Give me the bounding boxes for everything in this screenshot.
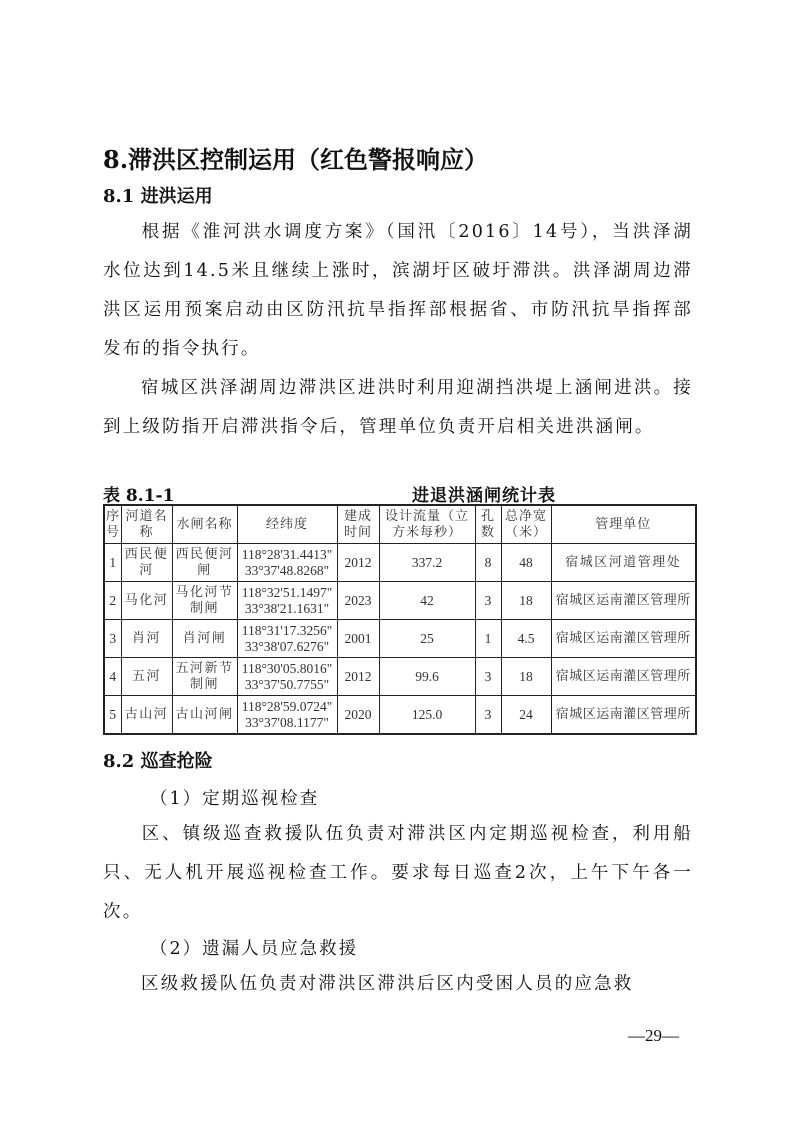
section-8-1-para-2 — [103, 369, 693, 447]
table-row — [104, 696, 696, 735]
cell-year: 2001 — [337, 620, 379, 658]
cell-river: 五河 — [121, 658, 172, 696]
table-title: 进退洪涵闸统计表 — [412, 486, 556, 506]
cell-no: 1 — [104, 544, 121, 582]
cell-unit: 宿城区河道管理处 — [551, 544, 696, 582]
cell-lon: 118°28'31.4413" — [241, 546, 333, 562]
cell-river: 古山河 — [121, 696, 172, 735]
cell-unit: 宿城区运南灌区管理所 — [551, 696, 696, 735]
cell-lon: 118°28'59.0724" — [241, 698, 333, 714]
item-1-body-text: 区、镇级巡查救援队伍负责对滞洪区内定期巡视检查，利用船只、无人机开展巡视检查工作。要求每日巡查2次，上午下午各一次。 — [103, 824, 693, 922]
cell-holes: 8 — [475, 544, 501, 582]
item-2-body — [103, 965, 693, 1004]
table-number: 表 8.1-1 — [103, 486, 175, 506]
cell-year: 2020 — [337, 696, 379, 735]
header-cell: 总净宽（米） — [501, 505, 551, 544]
sluice-gate-table — [103, 504, 697, 735]
section-8-1-para-1-text: 根据《淮河洪水调度方案》（国汛〔2016〕14号），当洪泽湖水位达到14.5米且继续上涨时，滨湖圩区破圩滞洪。洪泽湖周边滞洪区运用预案启动由区防汛抗旱指挥部根据省、市防汛抗旱指挥部发布的指令执行。 — [103, 222, 693, 359]
header-cell: 序号 — [104, 505, 121, 544]
chapter-heading: 8.滞洪区控制运用（红色警报响应） — [103, 145, 489, 174]
cell-gate: 马化河节制闸 — [172, 582, 237, 620]
cell-lon: 118°31'17.3256" — [241, 622, 333, 638]
cell-coords — [237, 544, 337, 582]
cell-lat: 33°38'21.1631" — [244, 600, 330, 616]
cell-lon: 118°32'51.1497" — [241, 584, 333, 600]
item-1-body — [103, 815, 693, 932]
cell-year: 2023 — [337, 582, 379, 620]
cell-year: 2012 — [337, 544, 379, 582]
cell-holes: 1 — [475, 620, 501, 658]
cell-coords — [237, 696, 337, 735]
cell-flow: 99.6 — [379, 658, 475, 696]
cell-no: 2 — [104, 582, 121, 620]
cell-gate: 西民便河闸 — [172, 544, 237, 582]
cell-no: 4 — [104, 658, 121, 696]
cell-gate: 肖河闸 — [172, 620, 237, 658]
cell-coords — [237, 658, 337, 696]
item-2-title: （2）遗漏人员应急救援 — [150, 939, 359, 959]
cell-lat: 33°37'48.8268" — [244, 562, 330, 578]
cell-coords — [237, 620, 337, 658]
table-row — [104, 582, 696, 620]
cell-width: 18 — [501, 658, 551, 696]
header-cell: 水闸名称 — [172, 505, 237, 544]
header-cell: 经纬度 — [237, 505, 337, 544]
cell-gate: 五河新节制闸 — [172, 658, 237, 696]
cell-coords — [237, 582, 337, 620]
cell-no: 3 — [104, 620, 121, 658]
table-row — [104, 544, 696, 582]
header-cell: 河道名称 — [121, 505, 172, 544]
cell-flow: 337.2 — [379, 544, 475, 582]
cell-year: 2012 — [337, 658, 379, 696]
cell-unit: 宿城区运南灌区管理所 — [551, 658, 696, 696]
cell-gate: 古山河闸 — [172, 696, 237, 735]
header-cell: 孔数 — [475, 505, 501, 544]
cell-width: 24 — [501, 696, 551, 735]
section-8-1-title: 8.1 进洪运用 — [103, 186, 213, 207]
cell-lat: 33°37'08.1177" — [245, 714, 329, 730]
cell-no: 5 — [104, 696, 121, 735]
cell-width: 18 — [501, 582, 551, 620]
item-2-body-text: 区级救援队伍负责对滞洪区滞洪后区内受困人员的应急救 — [141, 974, 634, 994]
section-8-2-title: 8.2 巡查抢险 — [103, 751, 213, 772]
page-number: —29— — [628, 1026, 679, 1045]
cell-width: 48 — [501, 544, 551, 582]
cell-holes: 3 — [475, 582, 501, 620]
cell-flow: 42 — [379, 582, 475, 620]
cell-unit: 宿城区运南灌区管理所 — [551, 582, 696, 620]
cell-flow: 25 — [379, 620, 475, 658]
cell-river: 肖河 — [121, 620, 172, 658]
cell-holes: 3 — [475, 696, 501, 735]
cell-lat: 33°37'50.7755" — [244, 676, 330, 692]
cell-width: 4.5 — [501, 620, 551, 658]
header-cell: 设计流量（立方米每秒） — [379, 505, 475, 544]
header-cell: 建成时间 — [337, 505, 379, 544]
section-8-1-para-1 — [103, 213, 693, 369]
cell-flow: 125.0 — [379, 696, 475, 735]
item-1-title: （1）定期巡视检查 — [150, 789, 320, 809]
table-row — [104, 620, 696, 658]
cell-lat: 33°38'07.6276" — [244, 638, 330, 654]
cell-river: 西民便河 — [121, 544, 172, 582]
cell-river: 马化河 — [121, 582, 172, 620]
cell-holes: 3 — [475, 658, 501, 696]
cell-lon: 118°30'05.8016" — [241, 660, 333, 676]
header-cell: 管理单位 — [551, 505, 696, 544]
section-8-1-para-2-text: 宿城区洪泽湖周边滞洪区进洪时利用迎湖挡洪堤上涵闸进洪。接到上级防指开启滞洪指令后，管理单位负责开启相关进洪涵闸。 — [103, 378, 693, 437]
table-header-row — [104, 505, 696, 544]
cell-unit: 宿城区运南灌区管理所 — [551, 620, 696, 658]
table-row — [104, 658, 696, 696]
